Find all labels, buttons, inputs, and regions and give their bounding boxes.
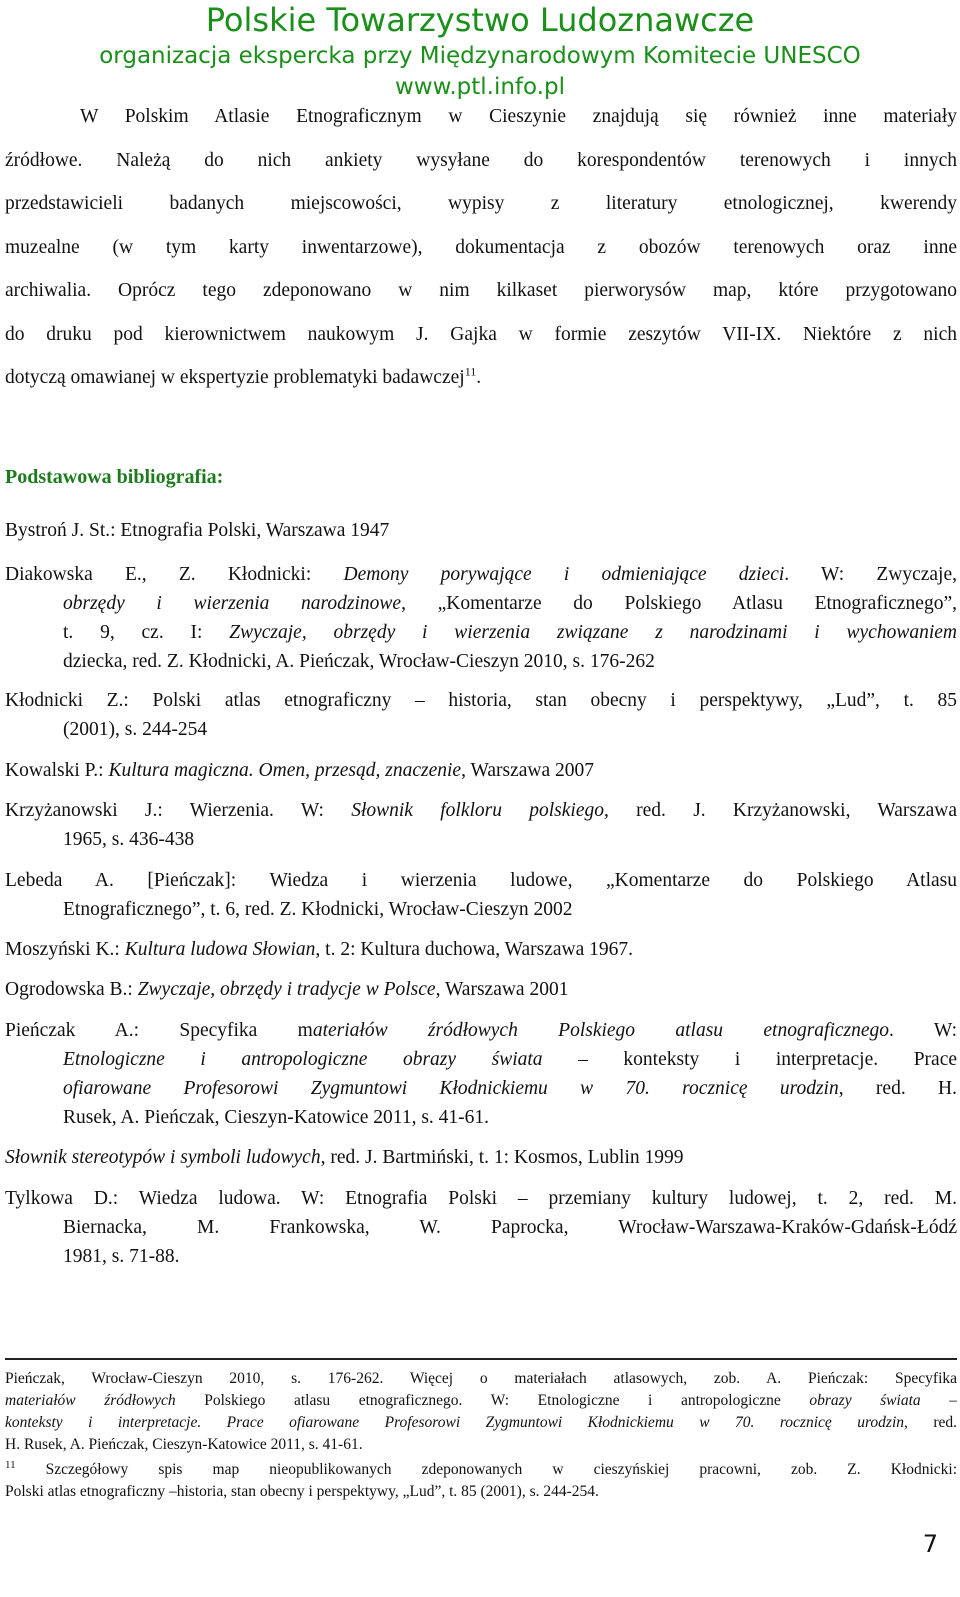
paragraph-line: do druku pod kierownictwem naukowym J. Gajka w formie zeszytów VII-IX. Niektóre z nich — [5, 323, 957, 345]
organization-url[interactable]: www.ptl.info.pl — [395, 74, 565, 100]
bib-line: Etnograficznego”, t. 6, red. Z. Kłodnicki, Wrocław-Cieszyn 2002 — [63, 899, 573, 920]
bib-entry-tylkowa — [5, 1184, 957, 1271]
bib-line — [5, 1016, 957, 1045]
bib-text: – konteksty i interpretacje. Prace — [542, 1049, 958, 1070]
paragraph-line-text: dotyczą omawianej w ekspertyzie problematyki badawczej — [5, 367, 465, 388]
footnote-line: Pieńczak, Wrocław-Cieszyn 2010, s. 176-262. Więcej o materiałach atlasowych, zob. A. Pieńczak: Specyfika — [5, 1370, 957, 1387]
paragraph-line: muzealne (w tym karty inwentarzowe), dokumentacja z obozów terenowych oraz inne — [5, 236, 957, 258]
bib-line: Rusek, A. Pieńczak, Cieszyn-Katowice 2011, s. 41-61. — [63, 1107, 490, 1128]
paragraph-line — [5, 356, 957, 400]
bib-title: Słownik stereotypów i symboli ludowych — [5, 1147, 321, 1168]
footnote-continuation — [5, 1368, 957, 1456]
bib-text: , red. H. — [838, 1078, 957, 1099]
footnote-text: Polskiego atlasu etnograficznego. W: Etnologiczne i antropologiczne — [175, 1392, 810, 1409]
punctuation: . — [476, 367, 482, 388]
bib-entry-slownik — [5, 1143, 957, 1172]
bib-title: Demony porywające i odmieniające dzieci — [343, 564, 785, 585]
bib-line — [5, 796, 957, 825]
bib-line: dziecka, red. Z. Kłodnicki, A. Pieńczak, Wrocław-Cieszyn 2010, s. 176-262 — [63, 651, 655, 672]
footnote-title: konteksty i interpretacje. Prace ofiarowane Profesorowi Zygmuntowi Kłodnickiemu w 70. rocznicę urodzin — [5, 1414, 905, 1431]
bib-line — [5, 589, 957, 618]
bib-entry-diakowska — [5, 560, 957, 676]
bib-line — [5, 1045, 957, 1074]
bib-line: (2001), s. 244-254 — [63, 719, 208, 740]
bib-line — [5, 975, 957, 1004]
footnote-title: obrazy świata – — [809, 1392, 957, 1409]
bib-line — [5, 618, 957, 647]
bib-entry-text: Bystroń J. St.: Etnografia Polski, Warszawa 1947 — [5, 520, 390, 541]
footnote-number: 11 — [5, 1458, 16, 1471]
footnote-line — [5, 1412, 957, 1434]
bib-entry-ogrodowska — [5, 975, 957, 1004]
bib-title: Zwyczaje, obrzędy i wierzenia związane z narodzinami i wychowaniem — [229, 622, 958, 643]
paragraph-line: źródłowe. Należą do nich ankiety wysyłane do korespondentów terenowych i innych — [5, 149, 957, 171]
footnote-line: H. Rusek, A. Pieńczak, Cieszyn-Katowice 2011, s. 41-61. — [5, 1436, 363, 1453]
paragraph-line: przedstawicieli badanych miejscowości, wypisy z literatury etnologicznej, kwerendy — [5, 193, 957, 214]
bib-text: , red. J. Krzyżanowski, Warszawa — [604, 800, 957, 821]
bib-line: Kłodnicki Z.: Polski atlas etnograficzny – historia, stan obecny i perspektywy, „Lud”, t. 85 — [5, 690, 957, 711]
bib-text: . W: Zwyczaje, — [784, 564, 958, 585]
bib-line: 1965, s. 436-438 — [63, 829, 195, 850]
bib-title: obrzędy i wierzenia narodzinowe — [63, 593, 402, 614]
bib-text: , red. J. Bartmiński, t. 1: Kosmos, Lublin 1999 — [320, 1147, 684, 1168]
bib-text: t. 9, cz. I: — [63, 622, 230, 643]
bib-entry-bystron — [5, 516, 957, 545]
footnote-title: materiałów źródłowych — [5, 1392, 176, 1409]
bib-entry-pienczak — [5, 1016, 957, 1132]
footnote-text: Szczegółowy spis map nieopublikowanych zdeponowanych w cieszyńskiej pracowni, zob. Z. Kłodnicki: — [15, 1461, 957, 1478]
organization-title: Polskie Towarzystwo Ludoznawcze — [205, 1, 755, 39]
bib-text: Ogrodowska B.: — [5, 979, 138, 1000]
bib-text: Pieńczak A.: Specyfika m — [5, 1020, 313, 1041]
bib-line — [5, 756, 957, 785]
bib-line: 1981, s. 71-88. — [63, 1246, 180, 1267]
bib-line — [5, 1074, 957, 1103]
bib-text: , t. 2: Kultura duchowa, Warszawa 1967. — [315, 939, 633, 960]
paragraph-line: W Polskim Atlasie Etnograficznym w Cieszynie znajdują się również inne materiały — [80, 106, 957, 127]
bib-title: Słownik folkloru polskiego — [351, 800, 604, 821]
bib-line: Lebeda A. [Pieńczak]: Wiedza i wierzenia ludowe, „Komentarze do Polskiego Atlasu — [5, 870, 957, 891]
bib-line: Biernacka, M. Frankowska, W. Paprocka, Wrocław-Warszawa-Kraków-Gdańsk-Łódź — [63, 1217, 957, 1238]
bib-title: Zwyczaje, obrzędy i tradycje w Polsce — [137, 979, 436, 1000]
paragraph-line: archiwalia. Oprócz tego zdeponowano w nim kilkaset pierworysów map, które przygotowano — [5, 280, 957, 301]
bib-title: ofiarowane Profesorowi Zygmuntowi Kłodnickiemu w 70. rocznicę urodzin — [63, 1078, 839, 1099]
bib-line — [5, 1143, 957, 1172]
bib-entry-lebeda — [5, 866, 957, 924]
bib-entry-klodnicki — [5, 686, 957, 744]
bib-title: ateriałów źródłowych Polskiego atlasu etnograficznego — [312, 1020, 890, 1041]
bib-text: , „Komentarze do Polskiego Atlasu Etnograficznego”, — [401, 593, 957, 614]
footnote-line: Polski atlas etnograficzny –historia, stan obecny i perspektywy, „Lud”, t. 85 (2001), s. 244-254. — [5, 1483, 599, 1500]
bib-entry-krzyzanowski — [5, 796, 957, 854]
bib-title: Etnologiczne i antropologiczne obrazy świata — [63, 1049, 543, 1070]
bib-line: Tylkowa D.: Wiedza ludowa. W: Etnografia Polski – przemiany kultury ludowej, t. 2, red. M. — [5, 1188, 957, 1209]
bib-text: Moszyński K.: — [5, 939, 125, 960]
footnote-text: , red. — [904, 1414, 958, 1431]
bib-line — [5, 935, 957, 964]
bib-text: Krzyżanowski J.: Wierzenia. W: — [5, 800, 352, 821]
footnote-line — [5, 1390, 957, 1412]
bib-text: Kowalski P.: — [5, 760, 109, 781]
bib-entry-moszynski — [5, 935, 957, 964]
footnote-line — [5, 1459, 957, 1481]
bib-text: , Warszawa 2001 — [435, 979, 569, 1000]
bib-title: Kultura magiczna. Omen, przesąd, znaczenie — [108, 760, 462, 781]
bib-text: Diakowska E., Z. Kłodnicki: — [5, 564, 344, 585]
bib-title: Kultura ludowa Słowian — [124, 939, 316, 960]
footnote-11 — [5, 1459, 957, 1503]
bib-text: . W: — [889, 1020, 958, 1041]
bibliography-heading: Podstawowa bibliografia: — [5, 466, 224, 488]
footnote-separator — [5, 1358, 957, 1360]
body-paragraph — [5, 95, 957, 400]
organization-subtitle: organizacja ekspercka przy Międzynarodowym Komitecie UNESCO — [99, 43, 861, 69]
bib-entry-kowalski — [5, 756, 957, 785]
bib-line — [5, 560, 957, 589]
page-number: 7 — [922, 1530, 938, 1558]
bib-text: , Warszawa 2007 — [461, 760, 594, 781]
footnote-ref[interactable]: 11 — [464, 364, 477, 379]
